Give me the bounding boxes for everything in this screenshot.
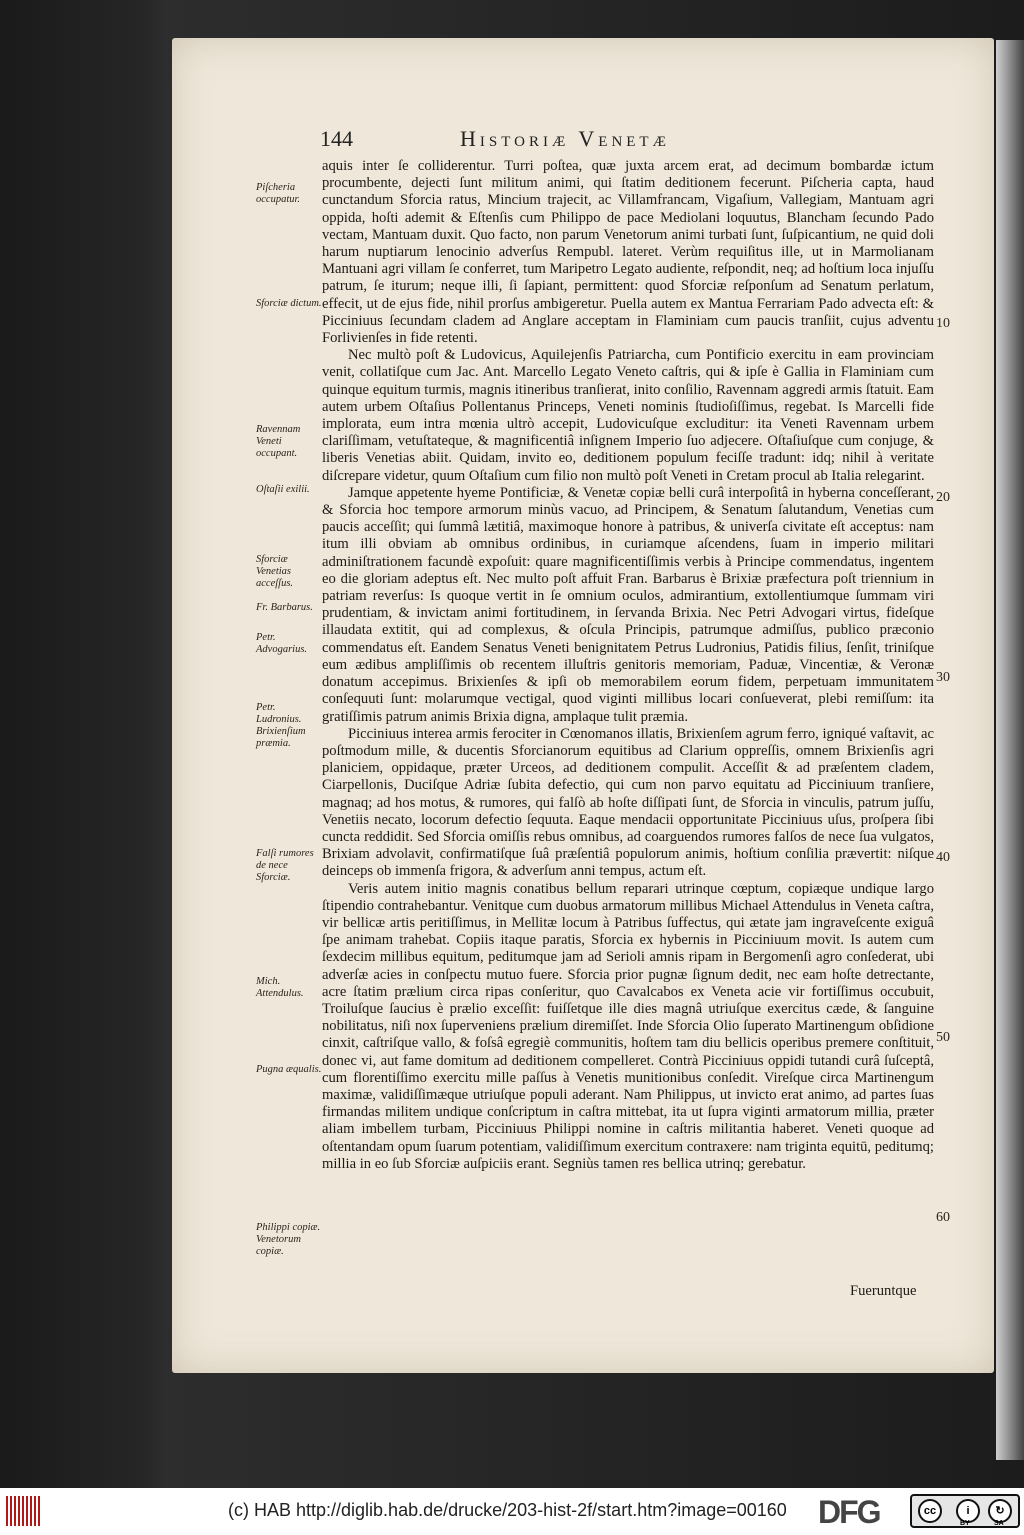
running-title: Historiæ Venetæ — [460, 126, 670, 151]
cc-license-badge[interactable] — [910, 1494, 1020, 1528]
paragraph: aquis inter ſe colliderentur. Turri poſtea, quæ juxta arcem erat, ad decimum bombardæ ictum procumbente, dejecti ſunt militum animi, qui ſtatim deditionem fecerunt. Piſcheria capta, haud cunctandum Sforcia ratus, Mincium trajecit, ac Villamfrancam, Vigaſium, Vallegiam, Mantuam agri oppida, hoſti ademit & Eſtenſis cum Philippo de pace Mediolani loquutus, Blancham ſecundo Pado vectam, Mantuam duxit. Quo facto, non parum Venetorum animi turbati ſunt, ſuſpicantium, ne quid doli harum nuptiarum lenocinio adverſus Rempubl. lateret. Verùm requiſitus ille, ut in Marmolianam Mantuani agri villam ſe conferret, tum Maripetro Legato audiente, reſpondit, neq; ad hoſtium loca injuſſu patrum, ſe iturum; neque illi, ſi ſapiant, permittent: quod Sforciæ reſponſum ad Senatum perlatum, effecit, ut de ejus fide, nihil prorſus ambigeretur. Puella autem ex Mantua Ferrariam Pado advecta eſt: & Picciniuus ſecundam cladem ad Anglare acceptam in Flaminiam cum paucis tranſiit, cujus adventu Forlivienſes in fide retenti. — [322, 158, 934, 347]
line-number: 50 — [936, 1030, 950, 1045]
copyright-link[interactable]: (c) HAB http://diglib.hab.de/drucke/203-hist-2f/start.htm?image=00160 — [228, 1500, 787, 1520]
paragraph: Nec multò poſt & Ludovicus, Aquilejenſis Patriarcha, cum Pontificio exercitu in eam provinciam venit, collatiſque cum Jac. Ant. Marcello Legato Veneto caſtris, qui & ipſe è Gallia in Flaminiam cum quinque equitum turmis, magnis itineribus tranſierat, inito conſilio, Ravennam aggredi armis ſtatuit. Eam autem urbem Oſtaſius Pollentanus Princeps, Veneti nominis ſtudioſiſſimus, regebat. Is Marcelli fide implorata, eum intra mœnia ultrò accepit, Ludovicuſque excluditur: ita Veneti Ravennam urbem clariſſimam, vetuſtateque, & magnificentiâ inſignem Imperio ſuo adjecere. Oſtaſiuſque cum conjuge, & liberis Venetias abiit. Quidam, invito eo, deditionem populum feciſſe tradunt: idq; nihil à veritate diſcrepare videtur, quum Oſtaſium cum filio non multò poſt Veneti in Cretam procul ab Italia relegarint. — [322, 347, 934, 484]
marginal-note: Sforciæ dictum. — [256, 298, 322, 309]
sa-label: SA — [994, 1520, 1004, 1527]
marginal-note: Fr. Barbarus. — [256, 602, 313, 613]
page-number: 144 — [320, 126, 353, 151]
marginal-note: Piſcheria occupatur. — [256, 182, 301, 205]
marginal-note: Pugna æqualis. — [256, 1064, 322, 1075]
marginal-note: Oſtaſii exilii. — [256, 484, 310, 495]
line-number: 10 — [936, 316, 950, 331]
footer-bar — [0, 1488, 1024, 1535]
share-alike-icon: ↻ — [988, 1499, 1012, 1523]
cc-icon: cc — [918, 1499, 942, 1523]
marginal-note: Falſi rumores de nece Sforciæ. — [256, 848, 314, 883]
by-label: BY — [960, 1520, 970, 1527]
barcode-icon — [6, 1496, 40, 1526]
paragraph: Veris autem initio magnis conatibus bellum reparari utrinque cœptum, copiæque undique largo ſtipendio contrahebantur. Venitque cum duobus armatorum millibus Michael Attendulus in Veneta caſtra, vir bellicæ artis peritiſſimus, in Mellitæ locum à Patribus ſuffectus, qui ætate jam ingraveſcente exiguâ ſpe animam trahebat. Copiis itaque paratis, Sforcia ex hybernis in Picciniuum movit. Is autem cum ſexdecim millibus equitum, peditumque jam ad Serioli amnis ripam in Bergomenſi agro conſederat, ubi adverſæ acies in conſpectu mutuo fuere. Sforcia prior pugnæ ſignum dedit, nec eam hoſte detrectante, acre ſtatim prælium circa ripas conſeritur, quo Cavalcabos ex Veneta acie vir fortiſſimus occubuit, Troiluſque ſaucius è prælio exceſſit: fuiſſetque ille dies magnâ utriuſque exercitus cæde, & ſanguine nobilitatus, niſi nox ſuperveniens prælium diremiſſet. Inde Sforcia Olio ſuperato Martinengum obſidione cinxit, caſtriſque vallo, & foſsâ egregiè communitis, hoſtem tam diu bellicis operibus premere conſtituit, donec vi, aut fame domitum ad deditionem compelleret. Contrà Picciniuus oppidi tutandi curâ ſuſceptâ, cum florentiſſimo exercitu mille paſſus à Venetis munitionibus conſedit. Vireſque circa Martinengum maximæ, validiſſimæque utriuſque populi aderant. Nam Philippus, ut invicto erat animo, ad partes ſuas firmandas militem undique conſcriptum in caſtra mittebat, ita ut ſupra viginti armatorum millia, præter aliam imbellem turbam, Picciniuus Philippi nomine in caſtris militantia haberet. Veneti quoque ad oſtentandam opum ſuarum potentiam, validiſſimum exercitum contraxere: nam triginta equitū, peditumq; millia in eo ſub Sforciæ auſpiciis erant. Segniùs tamen res bellica utrinq; gerebatur. — [322, 880, 934, 1172]
line-number: 60 — [936, 1210, 950, 1225]
next-page-edge — [996, 40, 1024, 1460]
marginal-note: Sforciæ Venetias acceſſus. — [256, 554, 294, 589]
main-text — [322, 158, 934, 1173]
paragraph: Jamque appetente hyeme Pontificiæ, & Venetæ copiæ belli curâ interpoſitâ in hyberna conceſſerant, & Sforcia hoc tempore armorum minùs vacuo, ad Principem, & Senatum ſalutandum, Venetias cum paucis acceſſit; qui ſummâ lætitiâ, maximoque honore à patribus, & univerſa civitate eſt acceptus: nam itum illi obviam ab omnibus ordinibus, in curiamque aſcendens, ſuam in imperio militari adminiſtrationem facundè expoſuit: quare magnificentiſſimis verbis à Principe commendatus, ingentem eo die gloriam adeptus eſt. Nec multo poſt affuit Fran. Barbarus è Brixiæ præfectura poſt triennium in patriam reverſus: Is quoque vertit in ſe omnium oculos, admirantium, extollentiumque ſummam viri prudentiam, & invictam animi fortitudinem, in ſervanda Brixia. Nec Petri Advogari virtus, fideſque illaudata extitit, qui ad complexus, & oſcula Principis, patrumque admiſſus, publico præconio commendatus eſt. Eandem Senatus Veneti benignitatem Petrus Ludronius, Patidis filius, ſenſit, triniſque eum ædibus ampliſſimis ob recentem illuſtris genitoris memoriam, Paduæ, Vincentiæ, & Veronæ donatum accepimus. Brixienſes & ipſi ob memorabilem eorum fidem, perpetuam immunitatem conſequuti ſunt: molarumque vectigal, quod viginti millibus locari conſueverat, plebi remiſſum: ita gratiſſimis patrum animis Brixia digna, amplaque tulit præmia. — [322, 484, 934, 725]
line-number: 40 — [936, 850, 950, 865]
catchword: Fueruntque — [850, 1283, 917, 1299]
line-number: 30 — [936, 670, 950, 685]
page-header — [320, 126, 940, 160]
marginal-note: Petr. Advogarius. — [256, 632, 308, 655]
marginal-note: Petr. Ludronius. Brixienſium præmia. — [256, 702, 306, 749]
dfg-logo: DFG — [818, 1494, 880, 1530]
attribution-icon: i — [956, 1499, 980, 1523]
marginal-note: Philippi copiæ. Venetorum copiæ. — [256, 1222, 321, 1257]
marginal-note: Mich. Attendulus. — [256, 976, 304, 999]
line-number: 20 — [936, 490, 950, 505]
marginal-note: Ravennam Veneti occupant. — [256, 424, 301, 459]
paragraph: Picciniuus interea armis ferociter in Cœnomanos illatis, Brixienſem agrum ferro, igniqué vaſtavit, ac poſtmodum mille, & ducentis Sforcianorum equitibus ad Clarium oppreſſis, omnem Brixienſis agri planiciem, oppidaque, præter Urceos, ad deditionem compulit. Acceſſit & ad præſentem cladem, Ciarpellonis, Duciſque Adriæ ſubita defectio, qui cum non parvo equitatu ad Picciniuum tranſiere, magnaq; ad hos motus, & rumores, qui falſò ab hoſte diſſipati ſunt, de Sforcia in vinculis, patrum juſſu, Venetiis necato, locorum defectio ſequuta. Eaque mendacii opportunitate Picciniuus uſus, proſpera ſibi cuncta reddidit. Sed Sforcia omiſſis rebus omnibus, ad coarguendos rumores falſos de nece ſua vulgatos, Brixiam advolavit, confirmatiſque ſuâ præſentiâ populorum animis, hoſtium conſilia prævertit: niſque deinceps ob immenſa frigora, & adverſum anni tempus, actum eſt. — [322, 725, 934, 880]
